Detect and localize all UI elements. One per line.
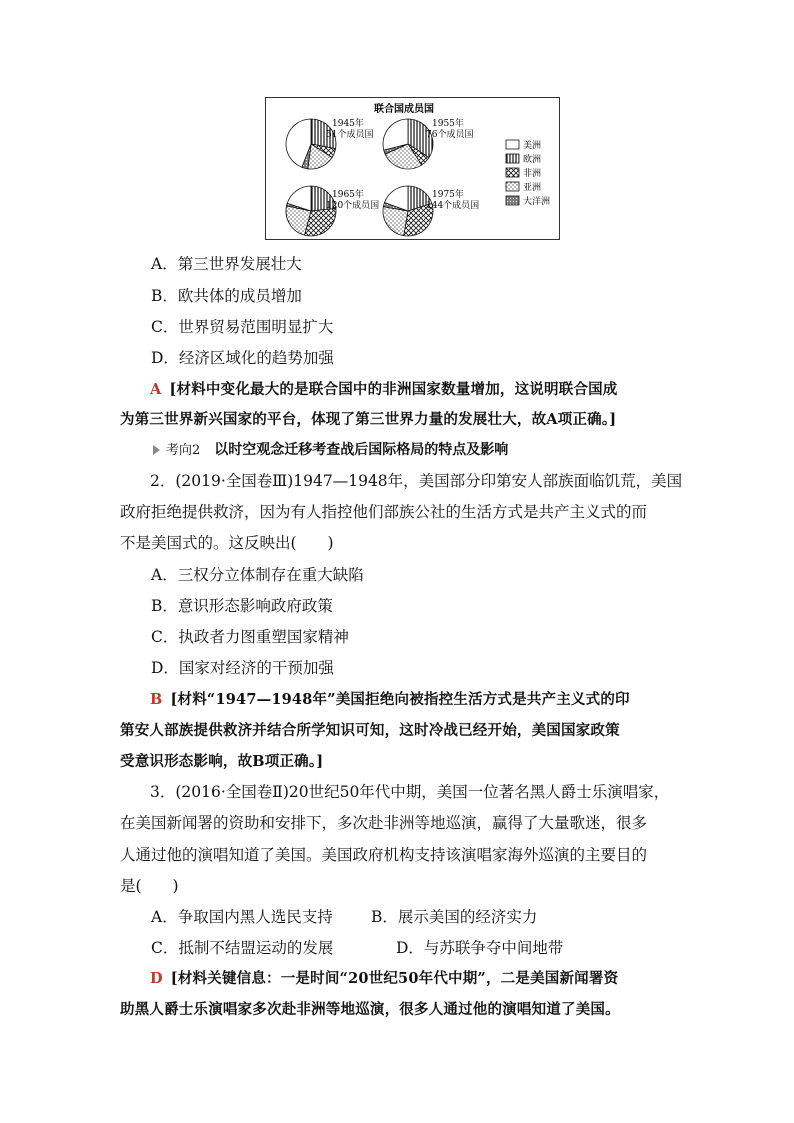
q1-option-b: B．欧共体的成员增加 xyxy=(151,287,302,305)
pie-0-year-label: 1945年 xyxy=(332,119,364,129)
q3-option-d: D．与苏联争夺中间地带 xyxy=(396,939,564,957)
q3-explanation-line1 xyxy=(150,969,618,989)
q1-explanation-text-1: [材料中变化最大的是联合国中的非洲国家数量增加，这说明联合国成 xyxy=(169,381,618,398)
q3-stem-line4: 是( ) xyxy=(120,877,179,895)
q1-answer-key: A xyxy=(150,381,162,398)
q3-option-b: B．展示美国的经济实力 xyxy=(371,908,538,926)
legend-swatch-americas xyxy=(506,140,519,149)
pie-0-count-label: 51个成员国 xyxy=(326,130,374,140)
q2-stem-line3: 不是美国式的。这反映出( ) xyxy=(120,534,334,552)
q3-options-row2 xyxy=(151,938,564,958)
q1-option-a: A．第三世界发展壮大 xyxy=(151,255,302,273)
section-heading xyxy=(153,440,508,461)
q3-explanation-text-1: [材料关键信息：一是时间“20世纪50年代中期”，二是美国新闻署资 xyxy=(170,970,619,987)
q2-option-b: B．意识形态影响政府政策 xyxy=(151,597,333,615)
pie-2-count-label: 120个成员国 xyxy=(326,201,380,211)
q3-stem-line3: 人通过他的演唱知道了美国。美国政府机构支持该演唱家海外巡演的主要目的 xyxy=(120,846,648,864)
q1-option-c: C．世界贸易范围明显扩大 xyxy=(151,318,334,336)
legend-swatch-europe xyxy=(506,154,519,163)
section-title: 以时空观念迁移考查战后国际格局的特点及影响 xyxy=(214,442,509,458)
q2-option-d: D．国家对经济的干预加强 xyxy=(151,659,334,677)
legend-swatch-asia xyxy=(506,182,519,191)
triangle-bullet-icon xyxy=(153,445,160,455)
pie-3-count-label: 144个成员国 xyxy=(426,201,480,211)
legend-label-oceania: 大洋洲 xyxy=(523,197,551,207)
legend-label-asia: 亚洲 xyxy=(523,183,542,193)
pie-1-count-label: 76个成员国 xyxy=(426,130,474,140)
pie-1-year-label: 1955年 xyxy=(432,119,464,129)
pie-chart-canvas xyxy=(266,98,561,241)
chart-title: 联合国成员国 xyxy=(374,104,434,115)
q2-option-a: A．三权分立体制存在重大缺陷 xyxy=(151,566,364,584)
q2-explanation-line3: 受意识形态影响，故B项正确。] xyxy=(120,753,324,770)
q2-explanation-line1 xyxy=(150,690,630,710)
q2-stem-line1: 2．(2019·全国卷Ⅲ)1947—1948年，美国部分印第安人部族面临饥荒，美国 xyxy=(150,472,683,490)
legend-label-europe: 欧洲 xyxy=(523,155,542,165)
q1-explanation-line1 xyxy=(150,380,618,400)
q1-option-d: D．经济区域化的趋势加强 xyxy=(151,349,334,367)
section-label: 考向2 xyxy=(166,443,201,458)
legend-swatch-oceania xyxy=(506,196,519,205)
q2-explanation-text-1: [材料“1947—1948年”美国拒绝向被指控生活方式是共产主义式的印 xyxy=(170,691,630,708)
legend-swatch-africa xyxy=(506,168,519,177)
q3-options-row1 xyxy=(151,907,538,927)
legend-label-americas: 美洲 xyxy=(523,141,542,151)
q3-option-a: A．争取国内黑人选民支持 xyxy=(151,908,333,926)
un-members-figure xyxy=(265,97,560,240)
legend-label-africa: 非洲 xyxy=(523,169,542,179)
q3-answer-key: D xyxy=(150,970,163,987)
q2-answer-key: B xyxy=(150,691,163,708)
pie-3-year-label: 1975年 xyxy=(432,190,464,200)
q3-explanation-line2: 助黑人爵士乐演唱家多次赴非洲等地巡演，很多人通过他的演唱知道了美国。 xyxy=(120,1001,620,1018)
q3-stem-line2: 在美国新闻署的资助和安排下，多次赴非洲等地巡演，赢得了大量歌迷，很多 xyxy=(120,814,648,832)
q2-option-c: C．执政者力图重塑国家精神 xyxy=(151,628,349,646)
pie-3-slice-asia xyxy=(383,207,408,236)
q1-explanation-line2: 为第三世界新兴国家的平台，体现了第三世界力量的发展壮大，故A项正确。] xyxy=(120,411,617,428)
pie-2-year-label: 1965年 xyxy=(332,190,364,200)
q3-option-c: C．抵制不结盟运动的发展 xyxy=(151,939,334,957)
q2-explanation-line2: 第安人部族提供救济并结合所学知识可知，这时冷战已经开始，美国国家政策 xyxy=(120,722,620,739)
q3-stem-line1: 3．(2016·全国卷Ⅱ)20世纪50年代中期，美国一位著名黑人爵士乐演唱家， xyxy=(150,783,670,801)
q2-stem-line2: 政府拒绝提供救济，因为有人指控他们部族公社的生活方式是共产主义式的而 xyxy=(120,503,648,521)
